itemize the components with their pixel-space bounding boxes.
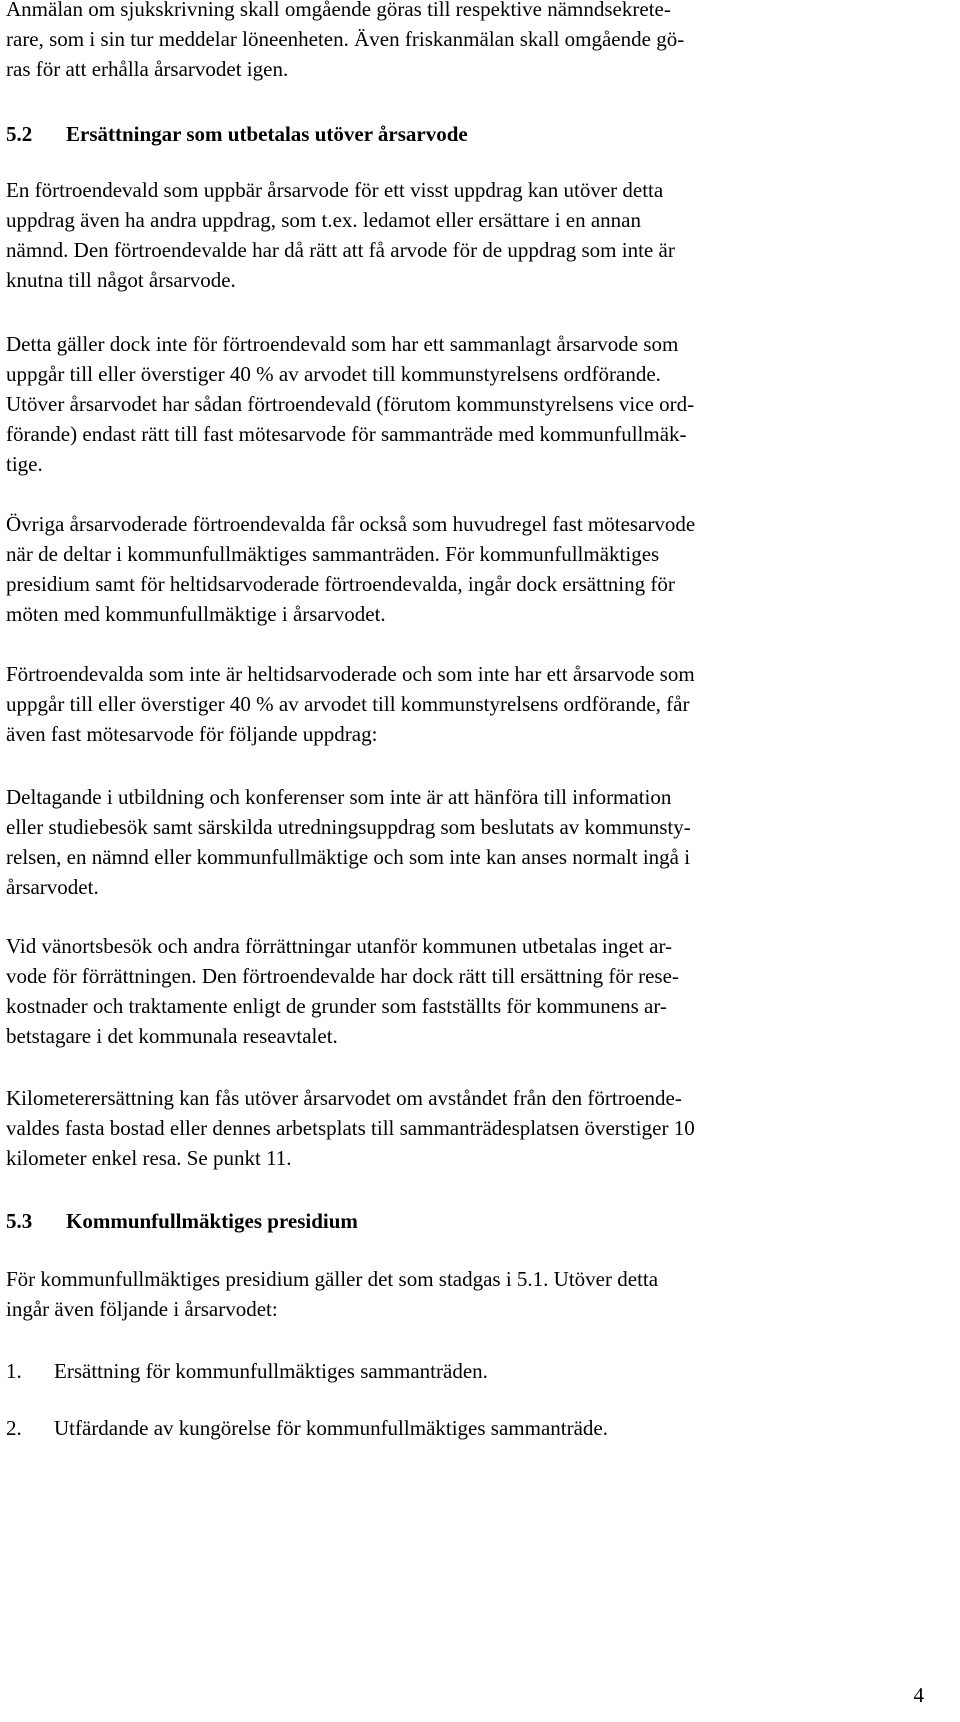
text-line: Förtroendevalda som inte är heltidsarvoderade och som inte har ett årsarvode som bbox=[6, 662, 695, 686]
document-page bbox=[6, 0, 928, 1722]
paragraph bbox=[6, 1264, 928, 1324]
section-heading-5-2 bbox=[6, 119, 928, 149]
section-number: 5.2 bbox=[6, 122, 33, 146]
list-text: Ersättning för kommunfullmäktiges sammanträden. bbox=[54, 1359, 488, 1383]
text-line: vode för förrättningen. Den förtroendevalde har dock rätt till ersättning för rese- bbox=[6, 964, 679, 988]
paragraph bbox=[6, 1083, 928, 1173]
list-number: 2. bbox=[6, 1416, 22, 1440]
list-item bbox=[6, 1356, 928, 1386]
text-line: uppgår till eller överstiger 40 % av arvodet till kommunstyrelsens ordförande. bbox=[6, 362, 661, 386]
text-line: nämnd. Den förtroendevalde har då rätt att få arvode för de uppdrag som inte är bbox=[6, 238, 675, 262]
paragraph bbox=[6, 931, 928, 1051]
paragraph bbox=[6, 659, 928, 749]
text-line: För kommunfullmäktiges presidium gäller det som stadgas i 5.1. Utöver detta bbox=[6, 1267, 659, 1291]
text-line: kostnader och traktamente enligt de grunder som fastställts för kommunens ar- bbox=[6, 994, 667, 1018]
text-line: valdes fasta bostad eller dennes arbetsplats till sammanträdesplatsen överstiger 10 bbox=[6, 1116, 695, 1140]
text-line: rare, som i sin tur meddelar löneenheten. Även friskanmälan skall omgående gö- bbox=[6, 27, 685, 51]
text-line: uppdrag även ha andra uppdrag, som t.ex. ledamot eller ersättare i en annan bbox=[6, 208, 641, 232]
text-line: En förtroendevald som uppbär årsarvode för ett visst uppdrag kan utöver detta bbox=[6, 178, 664, 202]
text-line: Vid vänortsbesök och andra förrättningar utanför kommunen utbetalas inget ar- bbox=[6, 934, 673, 958]
text-line: ingår även följande i årsarvodet: bbox=[6, 1297, 278, 1321]
text-line: kilometer enkel resa. Se punkt 11. bbox=[6, 1146, 292, 1170]
text-line: knutna till något årsarvode. bbox=[6, 268, 236, 292]
text-line: möten med kommunfullmäktige i årsarvodet. bbox=[6, 602, 386, 626]
page-number: 4 bbox=[913, 1683, 924, 1707]
section-number: 5.3 bbox=[6, 1209, 33, 1233]
text-line: när de deltar i kommunfullmäktiges sammanträden. För kommunfullmäktiges bbox=[6, 542, 660, 566]
text-line: ras för att erhålla årsarvodet igen. bbox=[6, 57, 289, 81]
text-line: Utöver årsarvodet har sådan förtroendevald (förutom kommunstyrelsens vice ord- bbox=[6, 392, 695, 416]
text-line: tige. bbox=[6, 452, 43, 476]
text-line: relsen, en nämnd eller kommunfullmäktige och som inte kan anses normalt ingå i bbox=[6, 845, 691, 869]
list-item bbox=[6, 1413, 928, 1443]
text-line: förande) endast rätt till fast mötesarvode för sammanträde med kommunfullmäk- bbox=[6, 422, 687, 446]
text-line: även fast mötesarvode för följande uppdrag: bbox=[6, 722, 378, 746]
paragraph bbox=[6, 782, 928, 902]
text-line: eller studiebesök samt särskilda utredningsuppdrag som beslutats av kommunsty- bbox=[6, 815, 691, 839]
paragraph bbox=[6, 509, 928, 629]
text-line: presidium samt för heltidsarvoderade förtroendevalda, ingår dock ersättning för bbox=[6, 572, 675, 596]
text-line: Detta gäller dock inte för förtroendevald som har ett sammanlagt årsarvode som bbox=[6, 332, 679, 356]
paragraph bbox=[6, 329, 928, 479]
paragraph bbox=[6, 175, 928, 295]
text-line: uppgår till eller överstiger 40 % av arvodet till kommunstyrelsens ordförande, får bbox=[6, 692, 690, 716]
intro-paragraph bbox=[6, 0, 928, 84]
list-text: Utfärdande av kungörelse för kommunfullmäktiges sammanträde. bbox=[54, 1416, 608, 1440]
text-line: Övriga årsarvoderade förtroendevalda får också som huvudregel fast mötesarvode bbox=[6, 512, 696, 536]
section-title: Ersättningar som utbetalas utöver årsarvode bbox=[66, 122, 468, 146]
list-number: 1. bbox=[6, 1359, 22, 1383]
text-line: Deltagande i utbildning och konferenser som inte är att hänföra till information bbox=[6, 785, 672, 809]
text-line: Kilometerersättning kan fås utöver årsarvodet om avståndet från den förtroende- bbox=[6, 1086, 682, 1110]
text-line: Anmälan om sjukskrivning skall omgående göras till respektive nämndsekrete- bbox=[6, 0, 671, 21]
section-title: Kommunfullmäktiges presidium bbox=[66, 1209, 358, 1233]
text-line: årsarvodet. bbox=[6, 875, 99, 899]
section-heading-5-3 bbox=[6, 1206, 928, 1236]
text-line: betstagare i det kommunala reseavtalet. bbox=[6, 1024, 338, 1048]
